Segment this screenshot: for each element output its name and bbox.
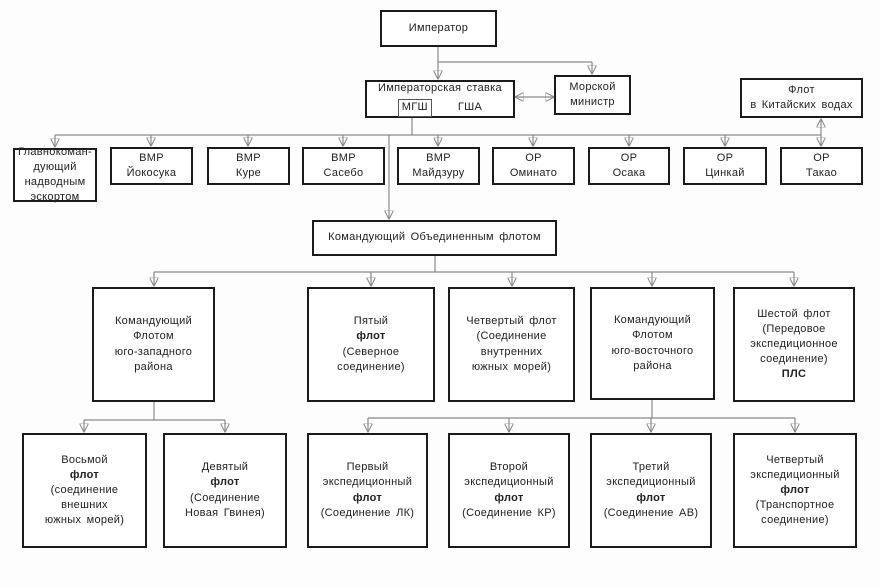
node-eighth-fleet: [22, 433, 147, 548]
node-surface-escort-commander: [13, 145, 97, 204]
node-text-line: ВМР: [331, 151, 356, 164]
node-text-line: ОР: [716, 151, 734, 164]
node-text-line: ВМР: [426, 151, 451, 164]
node-text-line: Флот: [788, 83, 815, 96]
node-text-line: Девятый: [201, 461, 249, 474]
node-text-line: надводным: [24, 176, 86, 188]
node-text-line: флот: [780, 483, 810, 496]
node-text-line: соединение): [337, 360, 405, 373]
node-text-line: внешних: [61, 499, 108, 512]
node-second-exp-fleet: [448, 433, 570, 548]
node-imperial-hq: [365, 80, 515, 118]
node-text-line: экспедиционный: [322, 476, 413, 489]
node-text-line: Второй: [489, 461, 529, 474]
node-text-line: Третий: [632, 461, 670, 474]
node-text-line: ПЛС: [781, 368, 807, 381]
node-text-line: района: [134, 360, 173, 373]
node-fifth-fleet: [307, 287, 435, 402]
node-or-osaka: [588, 147, 670, 185]
node-southeast-area-fleet: [590, 287, 715, 400]
node-text-line: ОР: [525, 151, 542, 164]
node-text-line: эскортом: [30, 191, 80, 204]
mgsh-label: МГШ: [398, 99, 432, 117]
node-text-line: Четвертый: [766, 453, 824, 466]
node-text-line: Новая Гвинея): [185, 506, 265, 519]
node-third-exp-fleet: [590, 433, 712, 548]
node-text-line: ОР: [813, 151, 830, 164]
node-text-line: экспедиционный: [464, 476, 554, 489]
node-text-line: Флотом: [632, 329, 673, 342]
node-text-line: Командующий: [114, 315, 193, 328]
node-text-line: флот: [210, 476, 240, 489]
node-fourth-fleet: [448, 287, 575, 402]
node-text-line: Главнокоман-: [18, 145, 92, 158]
node-text-line: южных морей): [471, 360, 552, 373]
node-text-line: ОР: [620, 151, 638, 164]
node-first-exp-fleet: [307, 433, 428, 548]
node-text-line: (Соединение КР): [462, 506, 556, 519]
node-text-line: Майдзуру: [412, 167, 465, 179]
node-fourth-exp-fleet: [733, 433, 857, 548]
node-text-line: (Соединение ЛК): [320, 506, 415, 519]
node-text-line: Шестой флот: [757, 307, 831, 320]
node-emperor: [380, 10, 497, 47]
node-text-line: Командующий: [613, 314, 692, 327]
node-text-line: Оминато: [509, 167, 558, 179]
node-text-line: Сасебо: [323, 167, 364, 179]
node-text-line: экспедиционное: [750, 337, 838, 350]
node-china-fleet: [740, 78, 863, 118]
node-text-line: соединение): [760, 353, 828, 366]
node-text-line: экспедиционный: [606, 476, 696, 489]
node-text-line: Пятый: [353, 315, 389, 328]
node-text-line: Флотом: [133, 330, 174, 343]
node-text-line: флот: [356, 330, 386, 343]
node-southwest-area-fleet: [92, 287, 215, 402]
node-text-line: дующий: [33, 160, 77, 173]
node-text-line: (соединение: [50, 483, 119, 496]
node-text-line: юго-западного: [114, 345, 193, 358]
node-or-takao: [780, 147, 863, 185]
node-text-line: экспедиционный: [750, 468, 840, 481]
node-text-line: района: [633, 359, 672, 372]
imperial-hq-title: Императорская ставка: [378, 82, 502, 95]
node-text-line: Командующий Объединенным флотом: [328, 231, 541, 244]
node-combined-fleet-commander: [312, 220, 557, 256]
node-text-line: юго-восточного: [611, 344, 694, 357]
imperial-hq-staffs: [398, 99, 482, 117]
node-or-ominato: [492, 147, 575, 185]
node-vmr-maizuru: [397, 147, 480, 185]
node-text-line: флот: [352, 491, 383, 504]
node-text-line: (Соединение: [476, 330, 547, 343]
node-text-line: Восьмой: [61, 453, 108, 466]
node-text-line: (Соединение: [190, 491, 260, 504]
node-vmr-yokosuka: [110, 147, 193, 185]
node-text-line: Куре: [235, 167, 262, 179]
node-text-line: флот: [636, 491, 666, 504]
node-text-line: ВМР: [139, 151, 164, 164]
node-text-line: флот: [494, 491, 524, 504]
node-text-line: внутренних: [480, 345, 543, 358]
node-text-line: (Северное: [342, 345, 400, 358]
node-text-line: Первый: [346, 461, 389, 474]
gsha-label: ГША: [457, 101, 483, 113]
node-text-line: ВМР: [236, 151, 261, 164]
node-text-line: (Соединение АВ): [603, 506, 699, 519]
node-navy-minister: [554, 75, 631, 115]
node-text-line: Морской: [569, 80, 616, 93]
node-vmr-kure: [207, 147, 290, 185]
node-text-line: Йокосука: [126, 167, 177, 179]
node-text-line: Цинкай: [705, 167, 745, 179]
node-text-line: (Передовое: [762, 322, 826, 335]
node-text-line: Император: [408, 21, 469, 34]
node-text-line: Осака: [612, 167, 646, 179]
node-text-line: министр: [570, 96, 615, 108]
node-ninth-fleet: [163, 433, 287, 548]
node-text-line: в Китайских водах: [750, 99, 853, 111]
node-or-tsinkai: [683, 147, 767, 185]
node-text-line: (Транспортное: [755, 499, 835, 512]
node-text-line: Такао: [805, 167, 838, 179]
node-text-line: соединение): [761, 514, 829, 527]
node-vmr-sasebo: [302, 147, 385, 185]
node-text-line: флот: [69, 468, 100, 481]
node-text-line: южных морей): [44, 514, 125, 527]
node-text-line: Четвертый флот: [466, 315, 557, 328]
node-sixth-fleet: [733, 287, 855, 402]
